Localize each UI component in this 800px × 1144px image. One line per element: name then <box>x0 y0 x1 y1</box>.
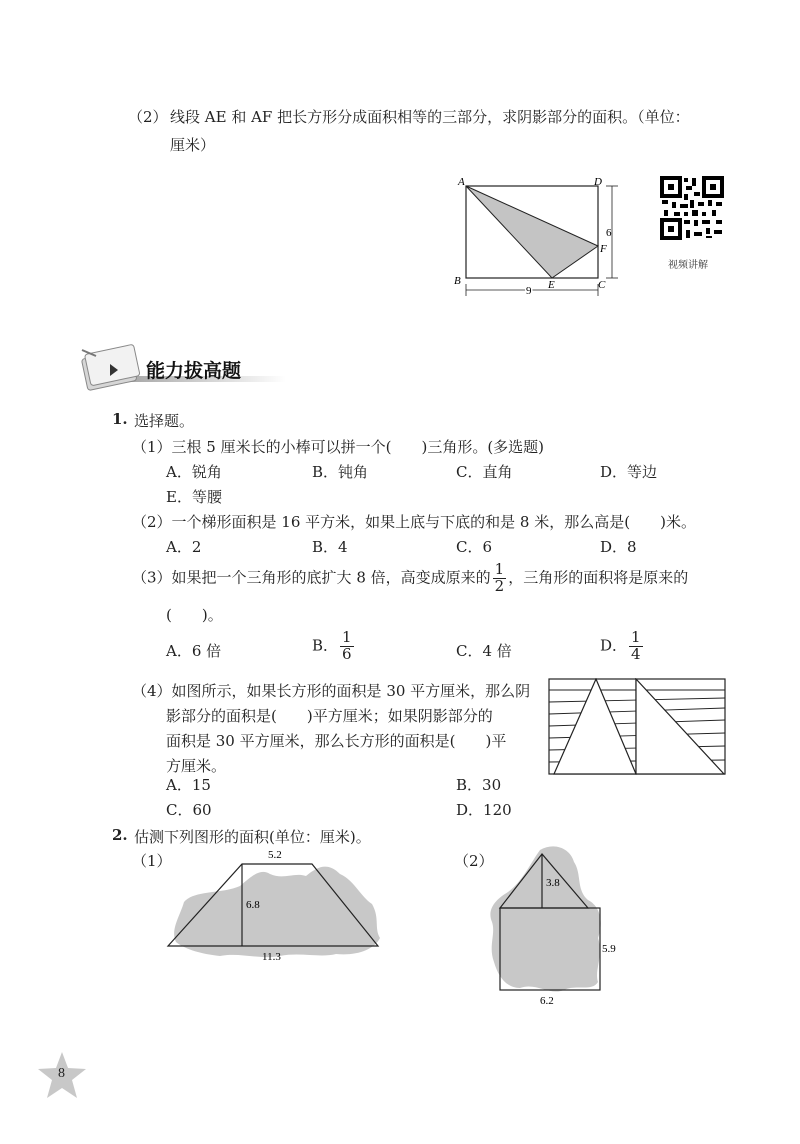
q1-sub4-option-c: C．60 <box>166 801 212 819</box>
q1-sub3-stem-line2: ( )。 <box>166 606 223 624</box>
label-B: B <box>454 275 461 287</box>
option-b-fraction <box>340 630 354 663</box>
q1-sub3-option-b <box>312 630 356 663</box>
option-b-prefix: B． <box>312 636 339 655</box>
qr-code-icon[interactable] <box>660 176 724 240</box>
fraction-denominator: 4 <box>631 644 641 663</box>
q1-sub1-option-b: B．钝角 <box>312 463 369 481</box>
option-d-fraction <box>629 630 643 663</box>
qr-caption: 视频讲解 <box>668 260 708 271</box>
q1-sub3-option-a: A．6 倍 <box>166 642 222 660</box>
q1-sub2-option-c: C．6 <box>456 538 493 556</box>
section-title: 能力拔高题 <box>146 360 242 382</box>
fraction-denominator: 6 <box>342 644 352 663</box>
q1-sub3-option-c: C．4 倍 <box>456 642 512 660</box>
width-label: 9 <box>526 285 532 297</box>
q1-sub1-option-e: E．等腰 <box>166 488 222 506</box>
q2-fig2-label: （2） <box>454 852 494 870</box>
q1-sub4-line2: 影部分的面积是( )平方厘米；如果阴影部分的 <box>166 707 493 725</box>
fraction-numerator: 1 <box>631 628 641 646</box>
label-A: A <box>458 176 465 188</box>
fig2-bottom-label: 6.2 <box>540 995 554 1007</box>
q2-header-number: （2） <box>128 108 168 126</box>
q1-sub3-stem-before: （3）如果把一个三角形的底扩大 8 倍，高变成原来的 <box>132 568 491 587</box>
q2-title: 估测下列图形的面积(单位：厘米)。 <box>134 828 371 846</box>
label-E: E <box>548 279 555 291</box>
page-number: 8 <box>58 1066 65 1081</box>
label-F: F <box>600 243 607 255</box>
q1-sub4-line1: （4）如图所示，如果长方形的面积是 30 平方厘米，那么阴 <box>132 682 531 700</box>
q2-fig1-label: （1） <box>132 852 172 870</box>
q1-sub1-option-a: A．锐角 <box>166 463 222 481</box>
fig1-top-label: 5.2 <box>268 849 282 861</box>
house-blob-figure <box>484 842 634 1012</box>
q1-sub4-option-b: B．30 <box>456 776 502 794</box>
q1-sub2-option-a: A．2 <box>166 538 202 556</box>
q1-title: 选择题。 <box>134 412 195 430</box>
label-D: D <box>594 176 602 188</box>
option-d-prefix: D． <box>600 636 628 655</box>
q1-sub1-option-c: C．直角 <box>456 463 513 481</box>
q1-sub1-option-d: D．等边 <box>600 463 658 481</box>
fig2-side-label: 5.9 <box>602 943 616 955</box>
fraction-denominator: 2 <box>494 576 505 595</box>
q2-header-text-line1: 线段 AE 和 AF 把长方形分成面积相等的三部分，求阴影部分的面积。（单位： <box>170 108 690 126</box>
q1-number: 1. <box>112 410 128 428</box>
striped-triangles-figure <box>548 678 728 776</box>
fig1-height-label: 6.8 <box>246 899 260 911</box>
fig2-tri-height-label: 3.8 <box>546 877 560 889</box>
q1-sub3-option-d <box>600 630 645 663</box>
q1-sub3-stem-after: ，三角形的面积将是原来的 <box>508 568 689 587</box>
q1-sub2-option-d: D．8 <box>600 538 637 556</box>
q2-header-text-line2: 厘米） <box>170 136 216 154</box>
q1-sub2-option-b: B．4 <box>312 538 348 556</box>
q1-sub3-fraction <box>493 562 507 595</box>
height-label: 6 <box>606 227 612 239</box>
fig1-bottom-label: 11.3 <box>262 951 281 963</box>
q2-number: 2. <box>112 826 128 844</box>
trapezoid-blob-figure <box>160 846 390 966</box>
q1-sub3-stem <box>132 562 688 595</box>
label-C: C <box>598 279 606 291</box>
q1-sub1-stem: （1）三根 5 厘米长的小棒可以拼一个( )三角形。(多选题) <box>132 438 545 456</box>
q1-sub4-option-d: D．120 <box>456 801 512 819</box>
q1-sub4-line4: 方厘米。 <box>166 757 227 775</box>
fraction-numerator: 1 <box>494 560 505 578</box>
q1-sub2-stem: （2）一个梯形面积是 16 平方米，如果上底与下底的和是 8 米，那么高是( )米。 <box>132 513 696 531</box>
page-number-badge <box>36 1050 88 1106</box>
q1-sub4-option-a: A．15 <box>166 776 211 794</box>
fraction-numerator: 1 <box>342 628 352 646</box>
q1-sub4-line3: 面积是 30 平方厘米，那么长方形的面积是( )平 <box>166 732 507 750</box>
rectangle-shaded-figure <box>446 172 636 302</box>
